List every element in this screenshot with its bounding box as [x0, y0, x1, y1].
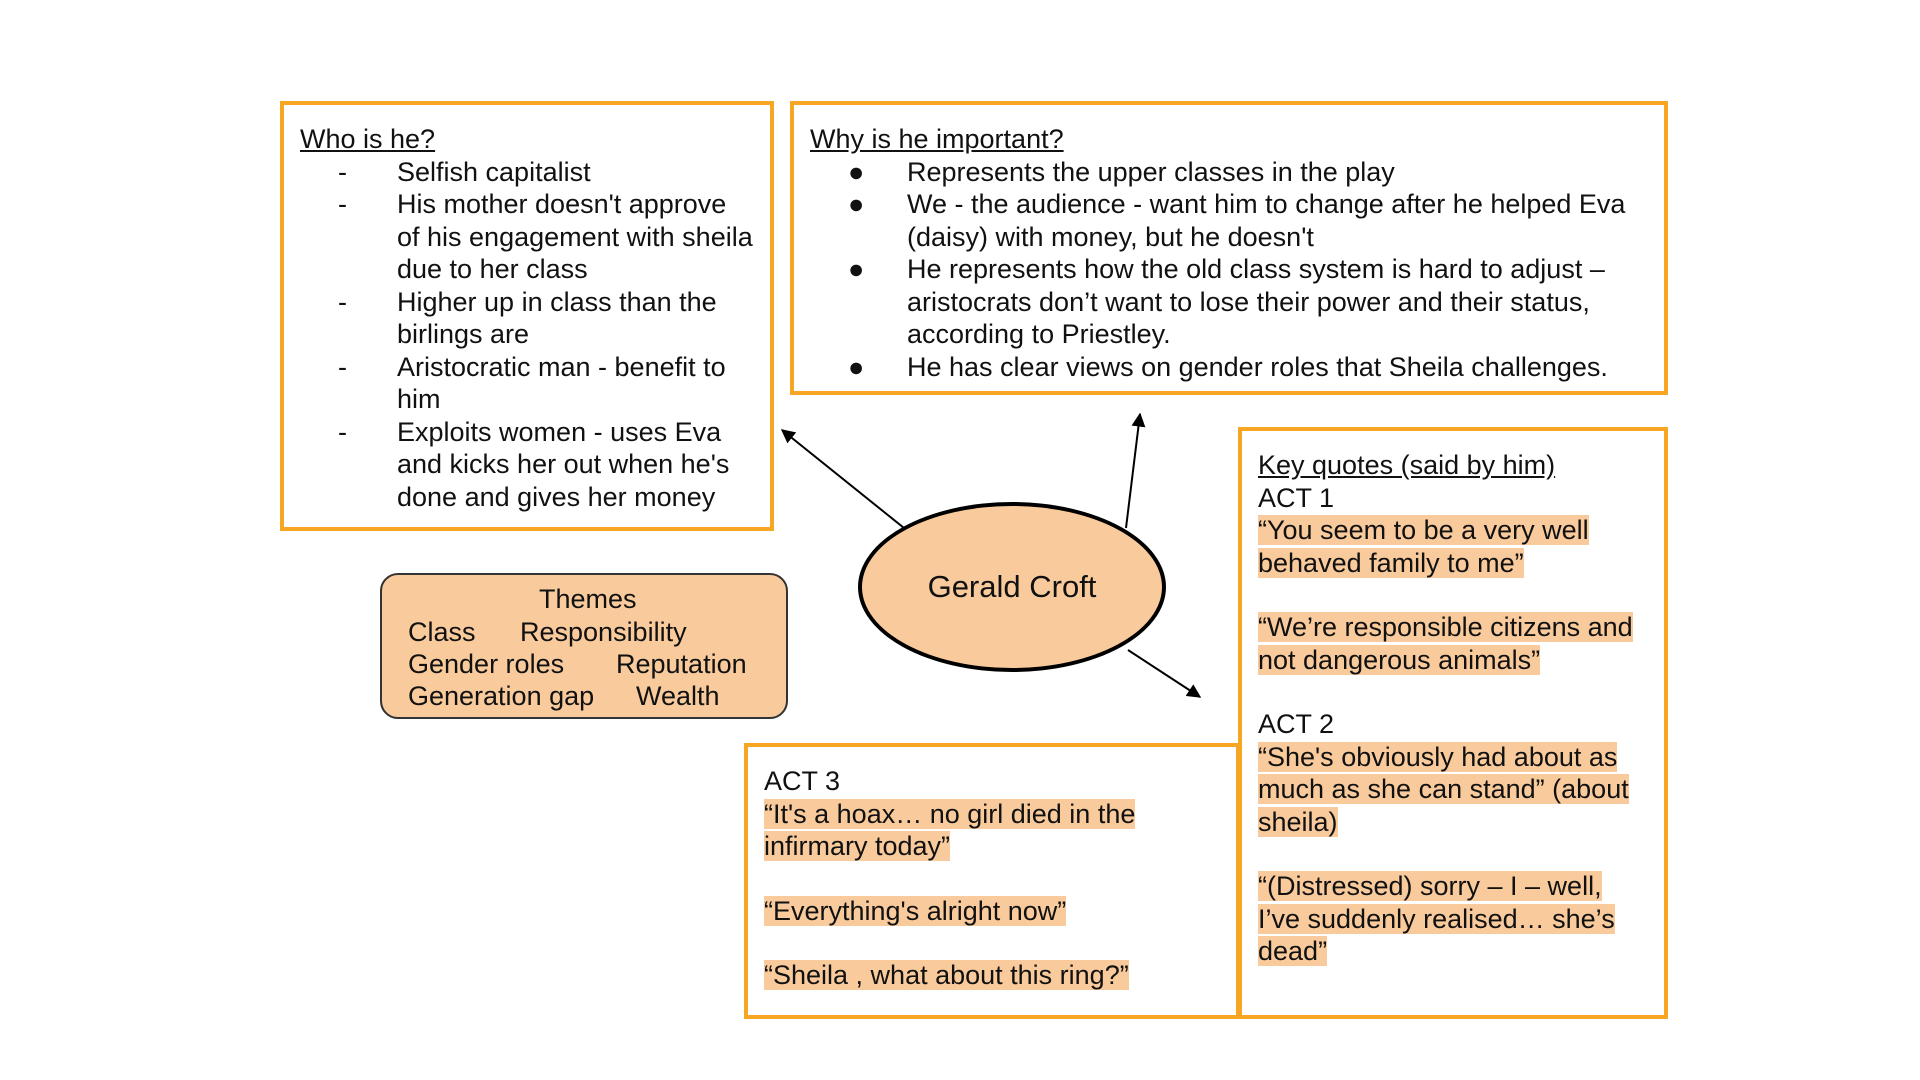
list-item: ● He has clear views on gender roles that Sheila challenges.	[810, 351, 1652, 384]
quote: “It's a hoax… no girl died in the infirmary today”	[764, 798, 1136, 861]
theme-item: Gender roles	[408, 649, 565, 679]
quote: “We’re responsible citizens and not dangerous animals”	[1258, 612, 1633, 675]
quote: “Everything's alright now”	[764, 895, 1067, 926]
quote: “She's obviously had about as much as she can stand” (about sheila)	[1258, 741, 1629, 837]
key-quotes-heading: Key quotes (said by him)	[1258, 450, 1556, 480]
list-item: - Higher up in class than the birlings are	[338, 286, 717, 349]
bullet-icon: ●	[848, 254, 865, 284]
why-important-heading: Why is he important?	[810, 124, 1064, 154]
list-item: ● Represents the upper classes in the play	[810, 156, 1652, 189]
list-item: - Aristocratic man - benefit to him	[338, 351, 726, 414]
theme-item: Class	[408, 617, 476, 647]
act1-label: ACT 1	[1258, 482, 1335, 513]
who-is-he-heading: Who is he?	[300, 124, 436, 154]
arrow-to-who-box	[782, 430, 904, 528]
act2-label: ACT 2	[1258, 709, 1335, 739]
theme-item: Reputation	[616, 649, 747, 679]
list-item: ● He represents how the old class system is hard to adjust – aristocrats don’t want to lose their power and their status, according to Priestley.	[810, 253, 1652, 351]
themes-box	[380, 573, 788, 719]
bullet-icon: ●	[848, 189, 865, 219]
list-item: - Exploits women - uses Eva and kicks her out when he's done and gives her money	[338, 416, 730, 512]
arrow-to-quotes-box	[1128, 650, 1200, 697]
quote: “You seem to be a very well behaved family to me”	[1258, 515, 1589, 578]
themes-title: Themes	[539, 584, 637, 614]
bullet-icon: ●	[848, 351, 865, 382]
theme-item: Generation gap	[408, 681, 595, 711]
bullet-icon: ●	[848, 156, 865, 187]
quote: “Sheila , what about this ring?”	[764, 960, 1129, 990]
list-item: - Selfish capitalist	[338, 156, 591, 187]
act3-label: ACT 3	[764, 766, 841, 796]
theme-item: Responsibility	[520, 617, 687, 647]
gerald-croft-node	[858, 502, 1166, 672]
quote: “(Distressed) sorry – I – well, I’ve suddenly realised… she’s dead”	[1258, 871, 1615, 966]
theme-item: Wealth	[636, 681, 720, 711]
list-item: - His mother doesn't approve of his engagement with sheila due to her class	[338, 189, 753, 284]
arrow-to-why-box	[1126, 414, 1140, 528]
center-label: Gerald Croft	[927, 569, 1097, 604]
list-item: ● We - the audience - want him to change after he helped Eva (daisy) with money, but he doesn't	[810, 188, 1652, 253]
